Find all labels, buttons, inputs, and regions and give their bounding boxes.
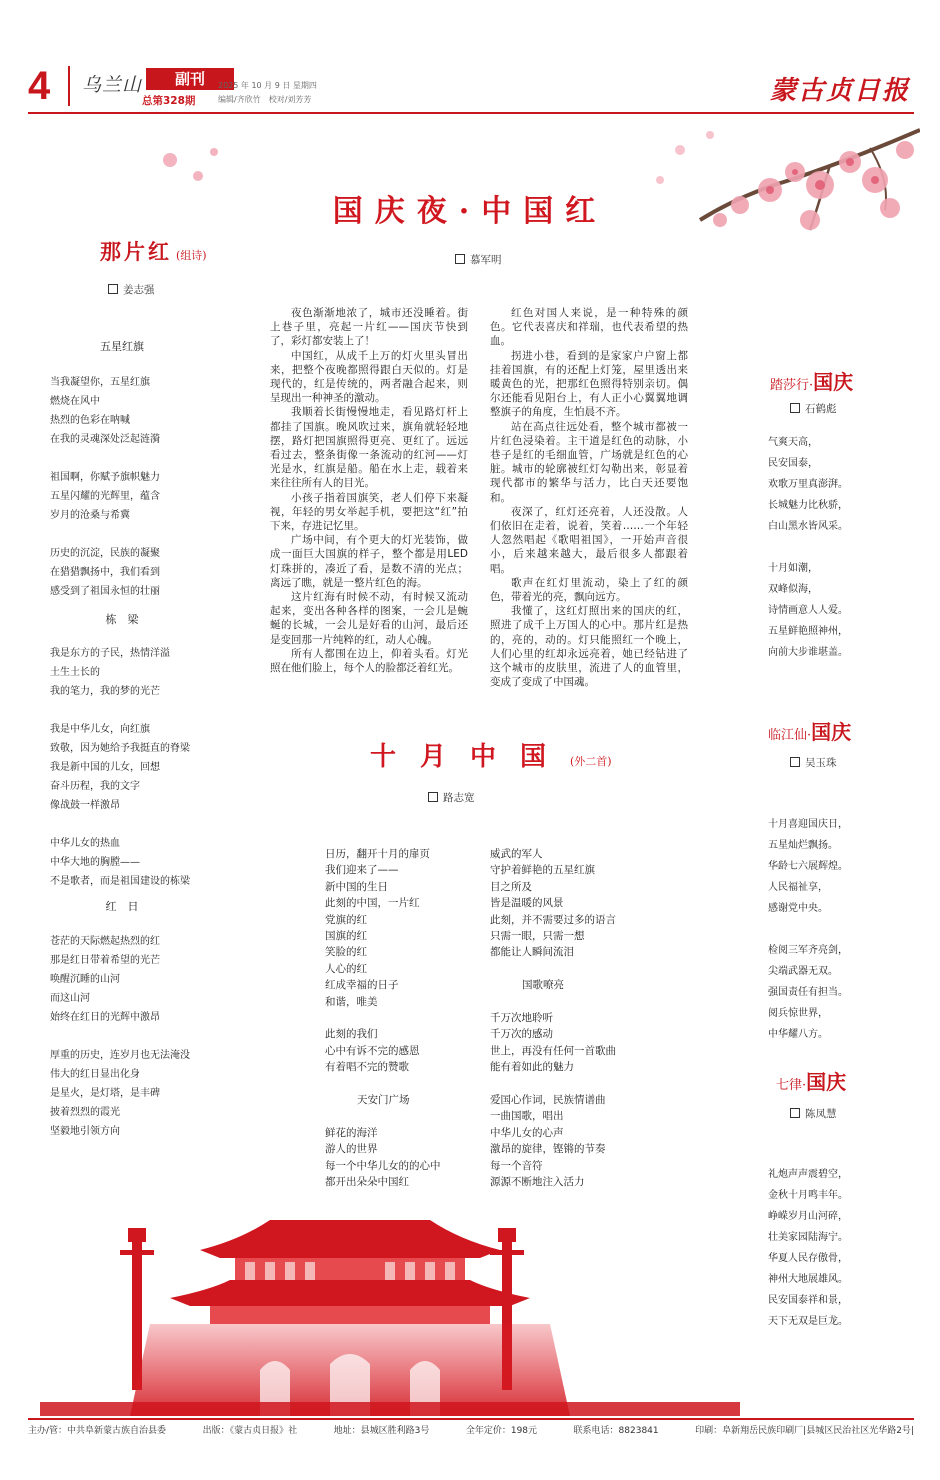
verse-line: 长城魅力比秋骄， — [768, 500, 848, 511]
lead-article-col-2 — [490, 306, 688, 689]
verse-line: 神州大地展雄风。 — [768, 1274, 848, 1285]
editor-credits: 编辑/齐欣竹 校对/刘芳芳 — [218, 95, 312, 104]
verse-line: 每一个音符 — [490, 1159, 543, 1172]
mid-poem-byline — [428, 790, 475, 805]
left-poem-byline — [108, 282, 155, 297]
verse-line: 坚毅地引领方向 — [50, 1126, 120, 1137]
verse-line: 中华儿女的心声 — [490, 1126, 564, 1139]
verse-line: 检阅三军齐亮剑， — [768, 945, 848, 956]
verse-line: 人心的红 — [325, 962, 367, 975]
mid-poem-subheading: 国歌嘹亮 — [522, 979, 564, 992]
mid-poem-subtitle: (外二首) — [570, 755, 612, 768]
verse-line: 五星灿烂飘扬。 — [768, 840, 838, 851]
left-poem-section-title: 红 日 — [105, 900, 139, 913]
verse-line: 尖端武器无双。 — [768, 966, 838, 977]
verse-line: 都能让人瞬间流泪 — [490, 946, 574, 959]
column-logo — [68, 66, 150, 106]
verse-line: 像战鼓一样激昂 — [50, 800, 120, 811]
verse-line: 红成幸福的日子 — [325, 979, 399, 992]
footer — [28, 1423, 914, 1436]
left-poem-section-title: 栋 梁 — [105, 613, 139, 626]
right-poem-name: 国庆 — [806, 1070, 847, 1094]
verse-line: 中华大地的胸膛—— — [50, 857, 140, 868]
verse-line: 厚重的历史，连岁月也无法淹没 — [50, 1050, 190, 1061]
verse-line: 每一个中华儿女的的心中 — [325, 1159, 441, 1172]
left-poem-title-text: 那片红 — [100, 239, 172, 264]
verse-line: 此刻的中国，一片红 — [325, 897, 420, 910]
verse-line: 苍茫的天际燃起热烈的红 — [50, 936, 160, 947]
article-paragraph: 夜深了，红灯还亮着，人还没散。人们依旧在走着，说着，笑着……一个年轻人忽然唱起《歌唱祖国》，一开始声音很小，后来越来越大，最后很多人都跟着唱。 — [490, 505, 688, 575]
verse-line: 都开出朵朵中国红 — [325, 1176, 409, 1189]
byline-box-icon — [455, 254, 465, 264]
verse-line: 十月喜迎国庆日， — [768, 819, 848, 830]
verse-line: 国旗的红 — [325, 930, 367, 943]
right-poem-1 — [768, 432, 848, 663]
footer-price: 全年定价：198元 — [465, 1426, 538, 1436]
verse-line: 气爽天高， — [768, 437, 818, 448]
verse-line: 热烈的色彩在呐喊 — [50, 415, 130, 426]
footer-address: 地址：县城区胜利路3号 — [333, 1426, 430, 1436]
article-paragraph: 红色对国人来说，是一种特殊的颜色。它代表喜庆和祥瑞，也代表希望的热血。 — [490, 307, 688, 348]
verse-line: 爱国心作词，民族情谱曲 — [490, 1094, 606, 1107]
right-poem-2-byline — [790, 755, 837, 770]
verse-line: 游人的世界 — [325, 1143, 378, 1156]
right-poem-3 — [768, 1164, 848, 1332]
article-paragraph: 歌声在红灯里流动，染上了红的颜色，带着光的亮，飘向远方。 — [490, 576, 688, 604]
left-poem-subtitle: (组诗) — [176, 249, 207, 262]
verse-line: 能有着如此的魅力 — [490, 1061, 574, 1074]
verse-line: 新中国的生日 — [325, 880, 388, 893]
verse-line: 祖国啊，你赋予旗帜魅力 — [50, 472, 160, 483]
lead-article-col-1 — [270, 306, 468, 675]
verse-line: 而这山河 — [50, 993, 90, 1004]
byline-box-icon — [790, 403, 800, 413]
lead-author: 慕军明 — [470, 254, 502, 266]
mid-poem-author: 路志宽 — [443, 792, 475, 804]
verse-line: 燃烧在风中 — [50, 396, 100, 407]
left-poem-section-title: 五星红旗 — [100, 340, 144, 353]
verse-line: 人民福祉享， — [768, 882, 828, 893]
verse-line: 在猎猎飘扬中，我们看到 — [50, 567, 160, 578]
verse-line: 强国责任有担当。 — [768, 987, 848, 998]
verse-line: 激昂的旋律，铿锵的节奏 — [490, 1143, 606, 1156]
verse-line: 华夏人民存傲骨， — [768, 1253, 848, 1264]
verse-line: 笑脸的红 — [325, 946, 367, 959]
verse-line: 华龄七六展辉煌。 — [768, 861, 848, 872]
left-poem-author: 姜志强 — [123, 284, 155, 296]
verse-line: 只需一眼，只需一想 — [490, 930, 585, 943]
article-paragraph: 拐进小巷，看到的是家家户户窗上都挂着国旗，有的还配上灯笼，屋里透出来暖黄色的光，把那红色照得特别亲切。偶尔还能看见阳台上，有人正小心翼翼地调整旗子的角度，生怕晨不齐。 — [490, 349, 688, 419]
masthead — [28, 64, 914, 110]
verse-line: 五星鲜艳照神州， — [768, 626, 848, 637]
verse-line: 日历，翻开十月的扉页 — [325, 848, 430, 860]
right-poem-2 — [768, 814, 848, 1045]
verse-line: 金秋十月鸣丰年。 — [768, 1190, 848, 1201]
verse-line: 十月如潮， — [768, 563, 818, 574]
verse-line: 始终在红日的光辉中激昂 — [50, 1012, 160, 1023]
verse-line: 壮美家园陆海宁。 — [768, 1232, 848, 1243]
verse-line: 中华儿女的热血 — [50, 838, 120, 849]
verse-line: 诗情画意人人爱。 — [768, 605, 848, 616]
page-number: 4 — [28, 64, 51, 108]
paper-name: 蒙古贞日报 — [769, 76, 910, 106]
right-poem-2-title — [768, 716, 851, 745]
footer-phone: 联系电话：8823841 — [573, 1426, 659, 1436]
verse-line: 岁月的沧桑与希冀 — [50, 510, 130, 521]
byline-box-icon — [428, 792, 438, 802]
mid-poem-col-1 — [325, 846, 441, 1190]
verse-line: 我是东方的子民，热情洋溢 — [50, 648, 170, 659]
verse-line: 奋斗历程，我的文字 — [50, 781, 140, 792]
verse-line: 我是中华儿女，向红旗 — [50, 724, 150, 735]
article-paragraph: 我顺着长街慢慢地走，看见路灯杆上都挂了国旗。晚风吹过来，旗角就轻轻地摆，路灯把国旗照得更亮、更红了。远远看过去，整条街像一条流动的红河——灯光是水，红旗是船。船在水上走，载着来来往往所有人的目光。 — [270, 406, 468, 490]
right-poem-1-byline — [790, 401, 837, 416]
verse-line: 威武的军人 — [490, 848, 543, 860]
verse-line: 守护着鲜艳的五星红旗 — [490, 864, 595, 877]
right-poem-prefix: 临江仙· — [768, 728, 812, 743]
verse-line: 民安国泰祥和景， — [768, 1295, 848, 1306]
verse-line: 皆是温暖的风景 — [490, 897, 564, 910]
byline-box-icon — [790, 757, 800, 767]
right-poem-3-title — [776, 1066, 846, 1095]
verse-line: 感受到了祖国永恒的壮丽 — [50, 586, 160, 597]
left-poem-section-3 — [50, 932, 190, 1141]
verse-line: 千万次地聆听 — [490, 1012, 553, 1025]
mid-poem-title-text: 十月中国 — [370, 742, 571, 772]
verse-line: 党旗的红 — [325, 913, 367, 926]
footer-printer: 印刷：阜新翔岳民族印刷厂|县城区民治社区光华路2号| — [695, 1426, 914, 1436]
byline-box-icon — [790, 1108, 800, 1118]
article-paragraph: 广场中间，有个更大的灯光装饰，做成一面巨大国旗的样子，整个都是用LED灯珠拼的，凑近了看，是数不清的光点；离远了瞧，就是一整片红色的海。 — [270, 534, 468, 589]
right-poem-author: 石鹤彪 — [805, 403, 837, 415]
verse-line: 披着烈烈的霞光 — [50, 1107, 120, 1118]
lead-title: 国庆夜·中国红 — [332, 194, 608, 229]
lead-byline — [455, 252, 502, 267]
blossom-branch-illustration — [620, 110, 920, 260]
issue-date: 2025 年 10 月 9 日 星期四 — [218, 81, 317, 90]
tiananmen-illustration — [40, 1180, 740, 1416]
right-poem-prefix: 七律· — [776, 1078, 807, 1093]
supplement-badge: 副刊 — [146, 68, 234, 90]
verse-line: 欢歌万里真澎湃。 — [768, 479, 848, 490]
verse-line: 阅兵惊世界， — [768, 1008, 828, 1019]
mid-poem-title — [370, 736, 612, 773]
mid-poem-subheading: 天安门广场 — [357, 1094, 410, 1107]
left-poem-section-2 — [50, 644, 190, 891]
right-poem-prefix: 踏莎行· — [770, 378, 814, 393]
verse-line: 天下无双是巨龙。 — [768, 1316, 848, 1327]
verse-line: 礼炮声声震碧空， — [768, 1169, 848, 1180]
verse-line: 不是歌者，而是祖国建设的栋梁 — [50, 876, 190, 887]
right-poem-name: 国庆 — [811, 720, 852, 744]
verse-line: 伟大的红日显出化身 — [50, 1069, 140, 1080]
verse-line: 向前大步谁堪盖。 — [768, 647, 848, 658]
right-poem-3-byline — [790, 1106, 837, 1121]
verse-line: 千万次的感动 — [490, 1028, 553, 1041]
verse-line: 白山黑水皆风采。 — [768, 521, 848, 532]
verse-line: 当我凝望你，五星红旗 — [50, 377, 150, 388]
right-poem-1-title — [770, 366, 853, 395]
verse-line: 历史的沉淀，民族的凝聚 — [50, 548, 160, 559]
verse-line: 此刻的我们 — [325, 1028, 378, 1041]
verse-line: 我是新中国的儿女，回想 — [50, 762, 160, 773]
mid-poem-col-2 — [490, 846, 616, 1190]
left-poem-section-1 — [50, 373, 160, 601]
article-paragraph: 所有人都围在边上，仰着头看。灯光照在他们脸上，每个人的脸都泛着红光。 — [270, 647, 468, 675]
verse-line: 源源不断地注入活力 — [490, 1176, 585, 1189]
byline-box-icon — [108, 284, 118, 294]
article-paragraph: 站在高点往远处看，整个城市都被一片红色浸染着。主干道是红色的动脉，小巷子是红的毛细血管，广场就是红色的心脏。城市的轮廓被红灯勾勒出来，彰显着现代都市的繁华与活力，比白天还要饱和。 — [490, 420, 688, 504]
verse-line: 一曲国歌，唱出 — [490, 1110, 564, 1123]
verse-line: 土生土长的 — [50, 667, 100, 678]
verse-line: 唤醒沉睡的山河 — [50, 974, 120, 985]
issue-total: 总第328期 — [142, 95, 196, 107]
verse-line: 鲜花的海洋 — [325, 1126, 378, 1139]
verse-line: 感谢党中央。 — [768, 903, 828, 914]
verse-line: 中华耀八方。 — [768, 1029, 828, 1040]
article-paragraph: 小孩子指着国旗笑，老人们停下来凝视，年轻的男女举起手机，要把这“红”拍下来，存进记忆里。 — [270, 491, 468, 533]
verse-line: 我的笔力，我的梦的光芒 — [50, 686, 160, 697]
verse-line: 民安国泰， — [768, 458, 818, 469]
verse-line: 和谐，唯美 — [325, 995, 378, 1008]
verse-line: 峥嵘岁月山河碎， — [768, 1211, 848, 1222]
verse-line: 心中有诉不完的感恩 — [325, 1044, 420, 1057]
article-paragraph: 中国红，从成千上万的灯火里头冒出来，把整个夜晚都照得跟白天似的。灯是现代的，红是传统的，两者融合起来，则呈现出一种神圣的激动。 — [270, 349, 468, 405]
article-paragraph: 夜色渐渐地浓了，城市还没睡着。街上巷子里，亮起一片红——国庆节快到了，彩灯都安装上了！ — [270, 307, 468, 348]
verse-line: 是星火，是灯塔，是丰碑 — [50, 1088, 160, 1099]
footer-publisher: 出版：《蒙古贞日报》社 — [202, 1426, 298, 1436]
verse-line: 有着唱不完的赞歌 — [325, 1061, 409, 1074]
verse-line: 五星闪耀的光辉里，蕴含 — [50, 491, 160, 502]
right-poem-name: 国庆 — [813, 370, 854, 394]
left-poem-title — [100, 236, 207, 266]
right-poem-author: 吴玉珠 — [805, 757, 837, 769]
verse-line: 我们迎来了—— — [325, 864, 399, 877]
footer-sponsor: 主办/管：中共阜新蒙古族自治县委 — [28, 1426, 167, 1436]
verse-line: 那是红日带着希望的光芒 — [50, 955, 160, 966]
article-paragraph: 我懂了，这红灯照出来的国庆的红，照进了成千上万国人的心中。那片红是热的，亮的，动的。灯只能照红一个晚上，人们心里的红却永远亮着，她已经钻进了这个城市的皮肤里，流进了人的血管里，变成了变成了中国魂。 — [490, 605, 688, 689]
column-name: 乌兰山 — [82, 74, 143, 96]
verse-line: 双峰似海， — [768, 584, 818, 595]
article-paragraph: 这片红海有时候不动，有时候又流动起来，变出各种各样的图案，一会儿是蜿蜒的长城，一会儿是好看的山河，最后还是变回那一片纯粹的红，动人心魄。 — [270, 591, 468, 646]
verse-line: 此刻，并不需要过多的语言 — [490, 913, 616, 926]
verse-line: 目之所及 — [490, 880, 532, 893]
footer-rule — [28, 1418, 914, 1420]
verse-line: 致敬，因为她给予我挺直的脊梁 — [50, 743, 190, 754]
verse-line: 在我的灵魂深处泛起涟漪 — [50, 434, 160, 445]
right-poem-author: 陈凤慧 — [805, 1108, 837, 1120]
verse-line: 世上，再没有任何一首歌曲 — [490, 1044, 616, 1057]
